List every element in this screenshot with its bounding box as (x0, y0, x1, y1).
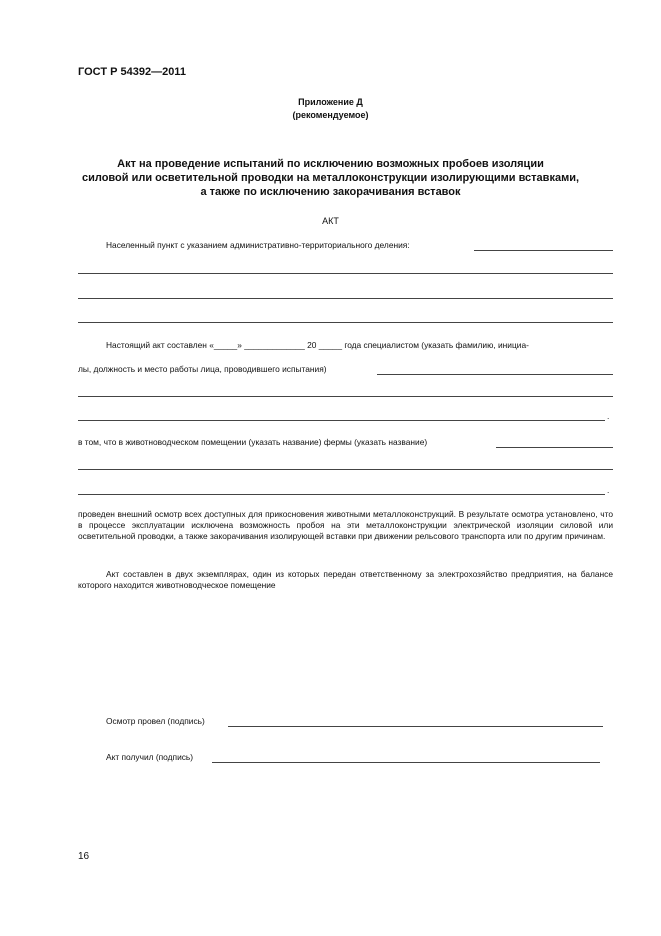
locality-line-2[interactable] (78, 273, 613, 274)
premises-line-3[interactable] (78, 494, 605, 495)
period-mark-1: . (607, 411, 610, 421)
locality-line-4[interactable] (78, 322, 613, 323)
inspected-by-signature-field[interactable] (228, 726, 603, 727)
locality-field[interactable] (474, 250, 613, 251)
locality-label: Населенный пункт с указанием административно-территориального деления: (106, 240, 410, 250)
document-title-line-3: а также по исключению закорачивания вставок (200, 186, 461, 198)
standard-number: ГОСТ Р 54392—2011 (78, 66, 186, 78)
copies-paragraph: Акт составлен в двух экземплярах, один из которых передан ответственному за электрохозяйство предприятия, на балансе которого находится животноводческое помещение (78, 569, 613, 590)
inspected-by-label: Осмотр провел (подпись) (106, 716, 205, 726)
received-by-label: Акт получил (подпись) (106, 752, 194, 762)
annex-subtitle: (рекомендуемое) (292, 110, 369, 120)
document-title-line-2: силовой или осветительной проводки на металлоконструкции изолирующими вставками, (81, 172, 580, 184)
premises-field[interactable] (496, 447, 613, 448)
received-by-signature-field[interactable] (212, 762, 600, 763)
premises-line-2[interactable] (78, 469, 613, 470)
locality-line-3[interactable] (78, 298, 613, 299)
specialist-label: лы, должность и место работы лица, проводившего испытания) (78, 364, 327, 374)
premises-label: в том, что в животноводческом помещении (указать название) фермы (указать название) (78, 437, 428, 447)
inspection-paragraph: проведен внешний осмотр всех доступных для прикосновения животными металлоконструкций. В результате осмотра установлено, что в процессе эксплуатации исключена возможность пробоя на эти металлоконструкции электрической изоляции силовой или осветительной проводки, а также закорачивания изолирующей вставки при движении рельсового транспорта или по другим причинам. (78, 509, 613, 541)
document-title-line-1: Акт на проведение испытаний по исключению возможных пробоев изоляции (117, 158, 544, 170)
akt-heading: АКТ (322, 216, 339, 226)
page-number: 16 (78, 851, 90, 862)
specialist-line-2[interactable] (78, 396, 613, 397)
act-composed-text: Настоящий акт составлен «_____» _____________ 20 _____ года специалистом (указать фамилию, инициа- (106, 340, 529, 350)
specialist-field[interactable] (377, 374, 613, 375)
period-mark-2: . (607, 485, 610, 495)
annex-title: Приложение Д (298, 97, 363, 107)
specialist-line-3[interactable] (78, 420, 605, 421)
